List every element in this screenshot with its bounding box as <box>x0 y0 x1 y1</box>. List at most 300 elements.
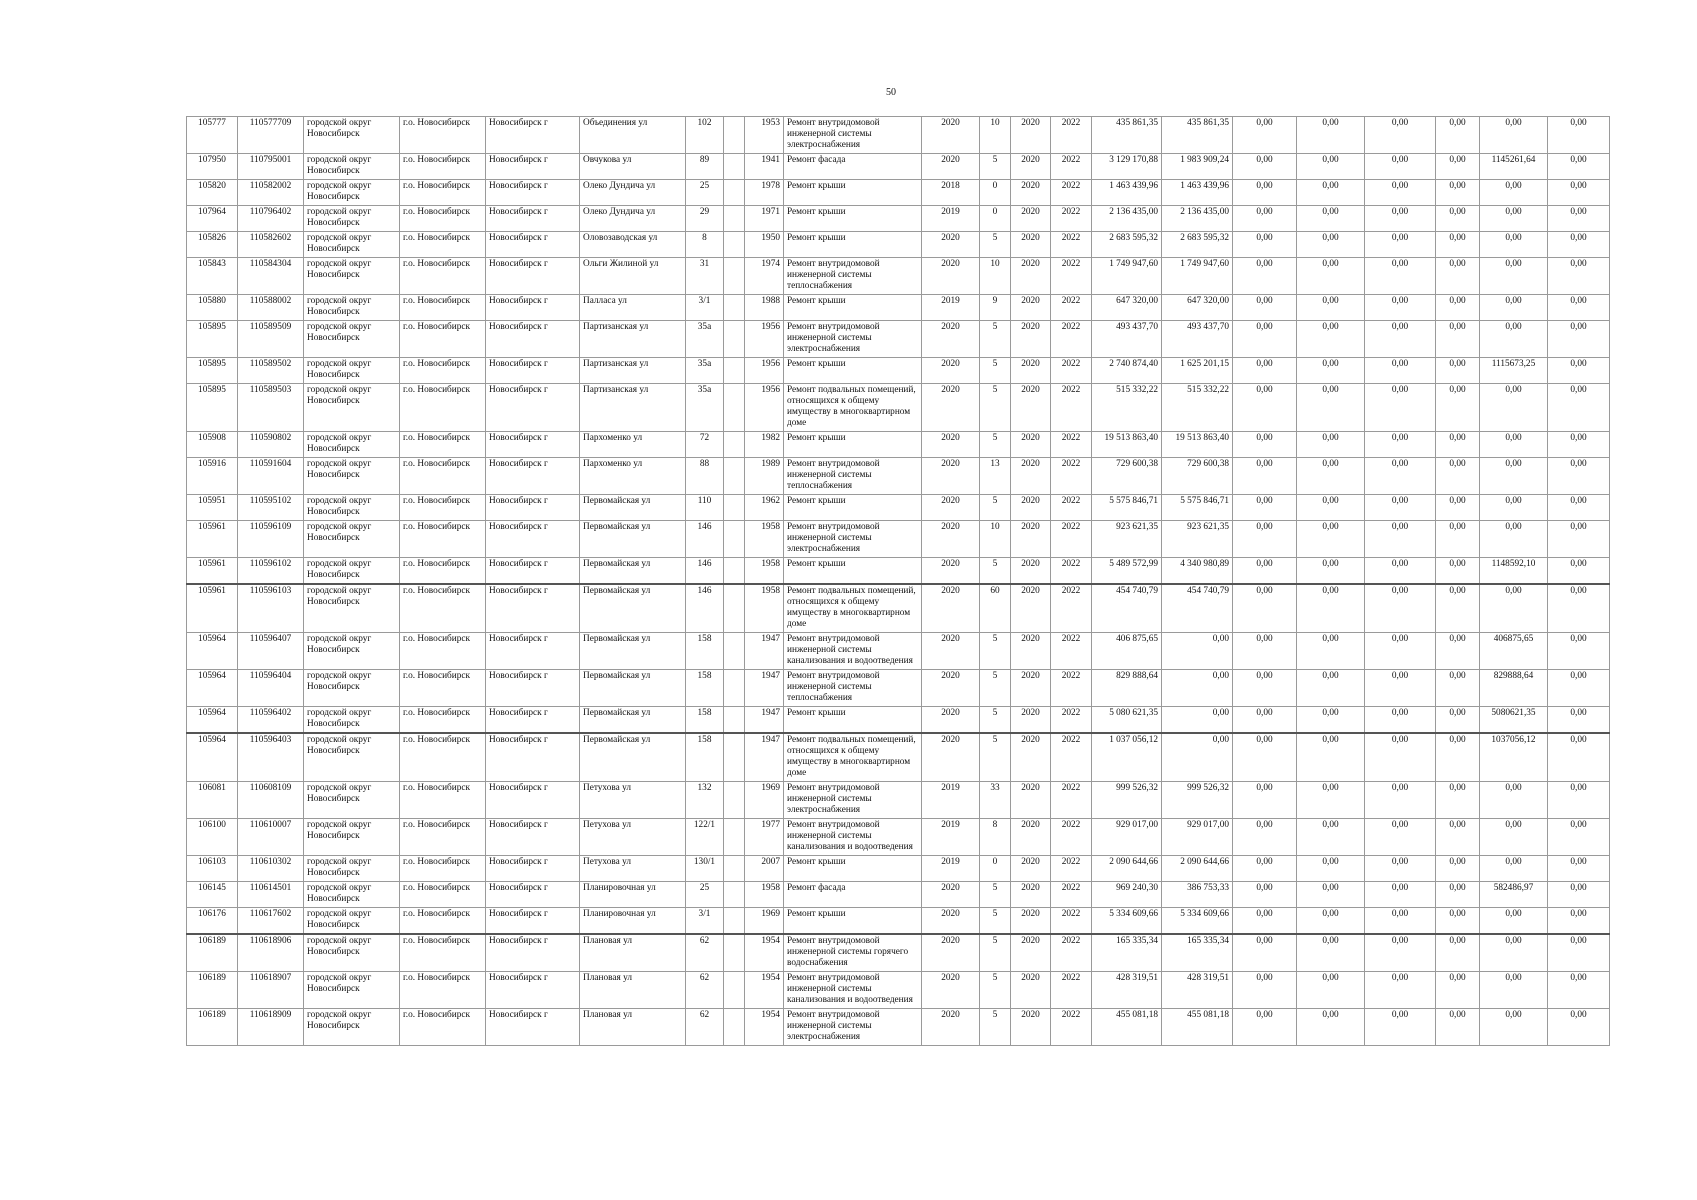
cell-extra-funds: 0,00 <box>1548 670 1610 707</box>
cell-municipality: городской округ Новосибирск <box>304 358 400 384</box>
cell-fund-cost: 493 437,70 <box>1162 321 1233 358</box>
cell-house-number: 158 <box>686 707 724 734</box>
cell-other-funds: 0,00 <box>1480 180 1548 206</box>
cell-regional-funds: 0,00 <box>1297 733 1365 782</box>
cell-municipality: городской округ Новосибирск <box>304 154 400 180</box>
cell-other-funds: 0,00 <box>1480 206 1548 232</box>
cell-federal-funds: 0,00 <box>1233 206 1297 232</box>
cell-local-funds: 0,00 <box>1365 558 1436 585</box>
cell-start-year: 2020 <box>1011 819 1051 856</box>
cell-build-year: 1956 <box>745 358 784 384</box>
cell-total-cost: 729 600,38 <box>1092 458 1162 495</box>
cell-federal-funds: 0,00 <box>1233 856 1297 882</box>
cell-house-id: 105895 <box>187 321 238 358</box>
cell-house-number: 31 <box>686 258 724 295</box>
table-row <box>187 117 1610 154</box>
cell-wear-percent: 5 <box>980 384 1011 432</box>
cell-municipality-short: г.о. Новосибирск <box>400 321 486 358</box>
cell-regional-funds: 0,00 <box>1297 856 1365 882</box>
cell-regional-funds: 0,00 <box>1297 934 1365 972</box>
cell-wear-percent: 0 <box>980 856 1011 882</box>
cell-building <box>724 972 745 1009</box>
table-row <box>187 180 1610 206</box>
cell-house-number: 88 <box>686 458 724 495</box>
cell-wear-percent: 5 <box>980 358 1011 384</box>
cell-municipality-short: г.о. Новосибирск <box>400 1009 486 1046</box>
cell-build-year: 1988 <box>745 295 784 321</box>
table-row <box>187 154 1610 180</box>
cell-house-number: 130/1 <box>686 856 724 882</box>
cell-work-type: Ремонт внутридомовой инженерной системы теплоснабжения <box>784 670 922 707</box>
cell-house-id: 105961 <box>187 521 238 558</box>
table-row <box>187 321 1610 358</box>
cell-wear-percent: 0 <box>980 180 1011 206</box>
cell-start-year: 2020 <box>1011 972 1051 1009</box>
cell-fund-cost: 515 332,22 <box>1162 384 1233 432</box>
cell-house-id: 105908 <box>187 432 238 458</box>
cell-wear-percent: 10 <box>980 258 1011 295</box>
cell-object-id: 110596103 <box>238 584 304 633</box>
cell-federal-funds: 0,00 <box>1233 154 1297 180</box>
cell-building <box>724 633 745 670</box>
table-row <box>187 232 1610 258</box>
cell-extra-funds: 0,00 <box>1548 154 1610 180</box>
cell-end-year: 2022 <box>1051 733 1092 782</box>
cell-building <box>724 733 745 782</box>
cell-federal-funds: 0,00 <box>1233 295 1297 321</box>
cell-extra-funds: 0,00 <box>1548 733 1610 782</box>
cell-work-type: Ремонт внутридомовой инженерной системы электроснабжения <box>784 1009 922 1046</box>
cell-start-year: 2020 <box>1011 856 1051 882</box>
cell-regional-funds: 0,00 <box>1297 258 1365 295</box>
cell-local-funds: 0,00 <box>1365 670 1436 707</box>
cell-federal-funds: 0,00 <box>1233 495 1297 521</box>
cell-house-id: 107964 <box>187 206 238 232</box>
cell-municipality-short: г.о. Новосибирск <box>400 180 486 206</box>
cell-regional-funds: 0,00 <box>1297 321 1365 358</box>
cell-other-funds: 0,00 <box>1480 1009 1548 1046</box>
cell-plan-year: 2019 <box>922 856 980 882</box>
cell-work-type: Ремонт подвальных помещений, относящихся к общему имуществу в многоквартирном доме <box>784 584 922 633</box>
cell-owner-funds: 0,00 <box>1436 633 1480 670</box>
cell-local-funds: 0,00 <box>1365 458 1436 495</box>
cell-end-year: 2022 <box>1051 558 1092 585</box>
cell-end-year: 2022 <box>1051 258 1092 295</box>
cell-house-number: 146 <box>686 521 724 558</box>
cell-object-id: 110617602 <box>238 908 304 935</box>
table-row <box>187 432 1610 458</box>
cell-fund-cost: 2 090 644,66 <box>1162 856 1233 882</box>
cell-house-number: 89 <box>686 154 724 180</box>
cell-other-funds: 0,00 <box>1480 521 1548 558</box>
cell-extra-funds: 0,00 <box>1548 495 1610 521</box>
cell-plan-year: 2020 <box>922 633 980 670</box>
table-row <box>187 733 1610 782</box>
cell-build-year: 1982 <box>745 432 784 458</box>
cell-end-year: 2022 <box>1051 206 1092 232</box>
cell-total-cost: 1 749 947,60 <box>1092 258 1162 295</box>
cell-local-funds: 0,00 <box>1365 495 1436 521</box>
cell-total-cost: 165 335,34 <box>1092 934 1162 972</box>
cell-plan-year: 2019 <box>922 819 980 856</box>
cell-end-year: 2022 <box>1051 856 1092 882</box>
cell-end-year: 2022 <box>1051 117 1092 154</box>
cell-work-type: Ремонт внутридомовой инженерной системы электроснабжения <box>784 782 922 819</box>
cell-object-id: 110588002 <box>238 295 304 321</box>
cell-locality: Новосибирск г <box>486 934 580 972</box>
cell-house-number: 25 <box>686 882 724 908</box>
cell-regional-funds: 0,00 <box>1297 584 1365 633</box>
cell-end-year: 2022 <box>1051 432 1092 458</box>
cell-street: Плановая ул <box>580 934 686 972</box>
cell-building <box>724 670 745 707</box>
table-row <box>187 882 1610 908</box>
cell-total-cost: 406 875,65 <box>1092 633 1162 670</box>
cell-other-funds: 1148592,10 <box>1480 558 1548 585</box>
cell-local-funds: 0,00 <box>1365 972 1436 1009</box>
cell-local-funds: 0,00 <box>1365 1009 1436 1046</box>
cell-local-funds: 0,00 <box>1365 117 1436 154</box>
cell-other-funds: 829888,64 <box>1480 670 1548 707</box>
cell-wear-percent: 5 <box>980 232 1011 258</box>
cell-street: Первомайская ул <box>580 733 686 782</box>
cell-start-year: 2020 <box>1011 495 1051 521</box>
cell-regional-funds: 0,00 <box>1297 458 1365 495</box>
cell-build-year: 1958 <box>745 584 784 633</box>
cell-wear-percent: 5 <box>980 972 1011 1009</box>
cell-start-year: 2020 <box>1011 180 1051 206</box>
cell-municipality-short: г.о. Новосибирск <box>400 819 486 856</box>
cell-other-funds: 0,00 <box>1480 908 1548 935</box>
cell-fund-cost: 1 749 947,60 <box>1162 258 1233 295</box>
cell-municipality: городской округ Новосибирск <box>304 856 400 882</box>
cell-other-funds: 0,00 <box>1480 384 1548 432</box>
cell-building <box>724 882 745 908</box>
cell-house-number: 158 <box>686 633 724 670</box>
cell-work-type: Ремонт внутридомовой инженерной системы электроснабжения <box>784 521 922 558</box>
cell-street: Первомайская ул <box>580 670 686 707</box>
cell-house-number: 35а <box>686 358 724 384</box>
cell-house-id: 105964 <box>187 633 238 670</box>
cell-house-id: 105964 <box>187 670 238 707</box>
cell-local-funds: 0,00 <box>1365 633 1436 670</box>
cell-municipality-short: г.о. Новосибирск <box>400 782 486 819</box>
cell-locality: Новосибирск г <box>486 154 580 180</box>
cell-locality: Новосибирск г <box>486 232 580 258</box>
cell-building <box>724 707 745 734</box>
cell-end-year: 2022 <box>1051 521 1092 558</box>
cell-other-funds: 0,00 <box>1480 972 1548 1009</box>
cell-total-cost: 1 037 056,12 <box>1092 733 1162 782</box>
cell-street: Планировочная ул <box>580 882 686 908</box>
cell-total-cost: 428 319,51 <box>1092 972 1162 1009</box>
cell-regional-funds: 0,00 <box>1297 707 1365 734</box>
cell-other-funds: 0,00 <box>1480 232 1548 258</box>
cell-locality: Новосибирск г <box>486 495 580 521</box>
cell-owner-funds: 0,00 <box>1436 584 1480 633</box>
cell-municipality: городской округ Новосибирск <box>304 258 400 295</box>
cell-regional-funds: 0,00 <box>1297 782 1365 819</box>
cell-building <box>724 154 745 180</box>
cell-local-funds: 0,00 <box>1365 384 1436 432</box>
cell-house-id: 105964 <box>187 707 238 734</box>
cell-build-year: 1947 <box>745 633 784 670</box>
cell-object-id: 110582002 <box>238 180 304 206</box>
cell-owner-funds: 0,00 <box>1436 882 1480 908</box>
cell-house-number: 62 <box>686 1009 724 1046</box>
table-row <box>187 495 1610 521</box>
cell-federal-funds: 0,00 <box>1233 384 1297 432</box>
cell-municipality: городской округ Новосибирск <box>304 458 400 495</box>
cell-municipality: городской округ Новосибирск <box>304 934 400 972</box>
cell-local-funds: 0,00 <box>1365 882 1436 908</box>
cell-start-year: 2020 <box>1011 908 1051 935</box>
cell-federal-funds: 0,00 <box>1233 934 1297 972</box>
cell-extra-funds: 0,00 <box>1548 972 1610 1009</box>
cell-local-funds: 0,00 <box>1365 934 1436 972</box>
cell-plan-year: 2020 <box>922 908 980 935</box>
cell-municipality-short: г.о. Новосибирск <box>400 972 486 1009</box>
cell-federal-funds: 0,00 <box>1233 258 1297 295</box>
cell-start-year: 2020 <box>1011 934 1051 972</box>
cell-building <box>724 295 745 321</box>
table-row <box>187 908 1610 935</box>
cell-other-funds: 1145261,64 <box>1480 154 1548 180</box>
cell-federal-funds: 0,00 <box>1233 521 1297 558</box>
cell-end-year: 2022 <box>1051 495 1092 521</box>
cell-federal-funds: 0,00 <box>1233 584 1297 633</box>
cell-total-cost: 929 017,00 <box>1092 819 1162 856</box>
cell-house-id: 105951 <box>187 495 238 521</box>
cell-build-year: 2007 <box>745 856 784 882</box>
cell-build-year: 1956 <box>745 321 784 358</box>
cell-object-id: 110618907 <box>238 972 304 1009</box>
cell-regional-funds: 0,00 <box>1297 295 1365 321</box>
cell-locality: Новосибирск г <box>486 258 580 295</box>
cell-plan-year: 2020 <box>922 258 980 295</box>
cell-federal-funds: 0,00 <box>1233 558 1297 585</box>
cell-local-funds: 0,00 <box>1365 707 1436 734</box>
cell-federal-funds: 0,00 <box>1233 232 1297 258</box>
cell-wear-percent: 5 <box>980 154 1011 180</box>
cell-owner-funds: 0,00 <box>1436 117 1480 154</box>
cell-plan-year: 2020 <box>922 670 980 707</box>
cell-plan-year: 2020 <box>922 495 980 521</box>
cell-work-type: Ремонт внутридомовой инженерной системы канализования и водоотведения <box>784 633 922 670</box>
cell-end-year: 2022 <box>1051 882 1092 908</box>
cell-build-year: 1974 <box>745 258 784 295</box>
cell-house-number: 3/1 <box>686 295 724 321</box>
cell-extra-funds: 0,00 <box>1548 819 1610 856</box>
cell-municipality-short: г.о. Новосибирск <box>400 495 486 521</box>
cell-regional-funds: 0,00 <box>1297 358 1365 384</box>
cell-municipality-short: г.о. Новосибирск <box>400 295 486 321</box>
cell-house-id: 106189 <box>187 934 238 972</box>
cell-wear-percent: 10 <box>980 521 1011 558</box>
cell-regional-funds: 0,00 <box>1297 972 1365 1009</box>
cell-building <box>724 584 745 633</box>
table-row <box>187 670 1610 707</box>
cell-plan-year: 2020 <box>922 733 980 782</box>
cell-end-year: 2022 <box>1051 232 1092 258</box>
cell-municipality-short: г.о. Новосибирск <box>400 856 486 882</box>
cell-municipality: городской округ Новосибирск <box>304 521 400 558</box>
cell-start-year: 2020 <box>1011 882 1051 908</box>
cell-street: Петухова ул <box>580 856 686 882</box>
cell-municipality: городской округ Новосибирск <box>304 782 400 819</box>
cell-house-number: 29 <box>686 206 724 232</box>
cell-build-year: 1978 <box>745 180 784 206</box>
cell-end-year: 2022 <box>1051 154 1092 180</box>
cell-start-year: 2020 <box>1011 1009 1051 1046</box>
cell-build-year: 1954 <box>745 972 784 1009</box>
cell-house-id: 105895 <box>187 384 238 432</box>
cell-wear-percent: 5 <box>980 707 1011 734</box>
cell-regional-funds: 0,00 <box>1297 521 1365 558</box>
cell-object-id: 110596404 <box>238 670 304 707</box>
cell-federal-funds: 0,00 <box>1233 733 1297 782</box>
cell-extra-funds: 0,00 <box>1548 707 1610 734</box>
cell-extra-funds: 0,00 <box>1548 358 1610 384</box>
cell-extra-funds: 0,00 <box>1548 934 1610 972</box>
cell-fund-cost: 5 575 846,71 <box>1162 495 1233 521</box>
cell-regional-funds: 0,00 <box>1297 1009 1365 1046</box>
cell-locality: Новосибирск г <box>486 458 580 495</box>
cell-municipality: городской округ Новосибирск <box>304 972 400 1009</box>
cell-work-type: Ремонт внутридомовой инженерной системы горячего водоснабжения <box>784 934 922 972</box>
cell-federal-funds: 0,00 <box>1233 972 1297 1009</box>
cell-wear-percent: 33 <box>980 782 1011 819</box>
cell-owner-funds: 0,00 <box>1436 206 1480 232</box>
cell-house-id: 106189 <box>187 1009 238 1046</box>
cell-object-id: 110582602 <box>238 232 304 258</box>
cell-fund-cost: 2 136 435,00 <box>1162 206 1233 232</box>
cell-wear-percent: 5 <box>980 558 1011 585</box>
cell-start-year: 2020 <box>1011 384 1051 432</box>
cell-locality: Новосибирск г <box>486 1009 580 1046</box>
cell-build-year: 1947 <box>745 670 784 707</box>
cell-house-id: 105826 <box>187 232 238 258</box>
cell-local-funds: 0,00 <box>1365 521 1436 558</box>
cell-start-year: 2020 <box>1011 733 1051 782</box>
cell-extra-funds: 0,00 <box>1548 321 1610 358</box>
cell-federal-funds: 0,00 <box>1233 432 1297 458</box>
cell-plan-year: 2020 <box>922 584 980 633</box>
table-row <box>187 934 1610 972</box>
cell-work-type: Ремонт крыши <box>784 232 922 258</box>
cell-start-year: 2020 <box>1011 521 1051 558</box>
cell-start-year: 2020 <box>1011 358 1051 384</box>
cell-end-year: 2022 <box>1051 908 1092 935</box>
cell-end-year: 2022 <box>1051 1009 1092 1046</box>
cell-street: Оловозаводская ул <box>580 232 686 258</box>
cell-work-type: Ремонт подвальных помещений, относящихся к общему имуществу в многоквартирном доме <box>784 384 922 432</box>
cell-municipality: городской округ Новосибирск <box>304 495 400 521</box>
cell-start-year: 2020 <box>1011 206 1051 232</box>
cell-owner-funds: 0,00 <box>1436 180 1480 206</box>
cell-work-type: Ремонт крыши <box>784 908 922 935</box>
cell-fund-cost: 5 334 609,66 <box>1162 908 1233 935</box>
cell-building <box>724 432 745 458</box>
cell-start-year: 2020 <box>1011 154 1051 180</box>
cell-other-funds: 0,00 <box>1480 432 1548 458</box>
cell-work-type: Ремонт крыши <box>784 295 922 321</box>
cell-extra-funds: 0,00 <box>1548 558 1610 585</box>
cell-other-funds: 0,00 <box>1480 295 1548 321</box>
cell-extra-funds: 0,00 <box>1548 206 1610 232</box>
cell-owner-funds: 0,00 <box>1436 521 1480 558</box>
cell-regional-funds: 0,00 <box>1297 206 1365 232</box>
cell-plan-year: 2020 <box>922 232 980 258</box>
cell-plan-year: 2020 <box>922 432 980 458</box>
cell-house-id: 107950 <box>187 154 238 180</box>
cell-municipality-short: г.о. Новосибирск <box>400 521 486 558</box>
cell-house-number: 132 <box>686 782 724 819</box>
cell-fund-cost: 0,00 <box>1162 670 1233 707</box>
cell-work-type: Ремонт фасада <box>784 154 922 180</box>
cell-owner-funds: 0,00 <box>1436 321 1480 358</box>
cell-object-id: 110610007 <box>238 819 304 856</box>
cell-house-number: 3/1 <box>686 908 724 935</box>
cell-owner-funds: 0,00 <box>1436 458 1480 495</box>
cell-wear-percent: 5 <box>980 495 1011 521</box>
table-row <box>187 707 1610 734</box>
cell-regional-funds: 0,00 <box>1297 819 1365 856</box>
cell-build-year: 1956 <box>745 384 784 432</box>
cell-object-id: 110584304 <box>238 258 304 295</box>
cell-owner-funds: 0,00 <box>1436 258 1480 295</box>
cell-street: Партизанская ул <box>580 358 686 384</box>
cell-locality: Новосибирск г <box>486 206 580 232</box>
cell-municipality-short: г.о. Новосибирск <box>400 458 486 495</box>
cell-end-year: 2022 <box>1051 384 1092 432</box>
cell-local-funds: 0,00 <box>1365 258 1436 295</box>
cell-street: Пархоменко ул <box>580 458 686 495</box>
cell-local-funds: 0,00 <box>1365 180 1436 206</box>
cell-house-number: 25 <box>686 180 724 206</box>
cell-local-funds: 0,00 <box>1365 232 1436 258</box>
cell-work-type: Ремонт крыши <box>784 856 922 882</box>
cell-house-id: 105961 <box>187 558 238 585</box>
cell-end-year: 2022 <box>1051 295 1092 321</box>
cell-house-number: 110 <box>686 495 724 521</box>
cell-object-id: 110596109 <box>238 521 304 558</box>
cell-object-id: 110577709 <box>238 117 304 154</box>
cell-plan-year: 2020 <box>922 521 980 558</box>
cell-total-cost: 454 740,79 <box>1092 584 1162 633</box>
cell-end-year: 2022 <box>1051 358 1092 384</box>
cell-house-id: 106176 <box>187 908 238 935</box>
cell-building <box>724 258 745 295</box>
cell-house-number: 62 <box>686 934 724 972</box>
cell-municipality: городской округ Новосибирск <box>304 558 400 585</box>
cell-other-funds: 0,00 <box>1480 495 1548 521</box>
cell-building <box>724 321 745 358</box>
cell-street: Ольги Жилиной ул <box>580 258 686 295</box>
cell-municipality-short: г.о. Новосибирск <box>400 117 486 154</box>
cell-street: Первомайская ул <box>580 584 686 633</box>
cell-owner-funds: 0,00 <box>1436 295 1480 321</box>
cell-build-year: 1958 <box>745 882 784 908</box>
cell-locality: Новосибирск г <box>486 882 580 908</box>
cell-start-year: 2020 <box>1011 558 1051 585</box>
cell-federal-funds: 0,00 <box>1233 117 1297 154</box>
cell-owner-funds: 0,00 <box>1436 432 1480 458</box>
cell-regional-funds: 0,00 <box>1297 908 1365 935</box>
cell-extra-funds: 0,00 <box>1548 521 1610 558</box>
cell-street: Первомайская ул <box>580 633 686 670</box>
cell-fund-cost: 4 340 980,89 <box>1162 558 1233 585</box>
